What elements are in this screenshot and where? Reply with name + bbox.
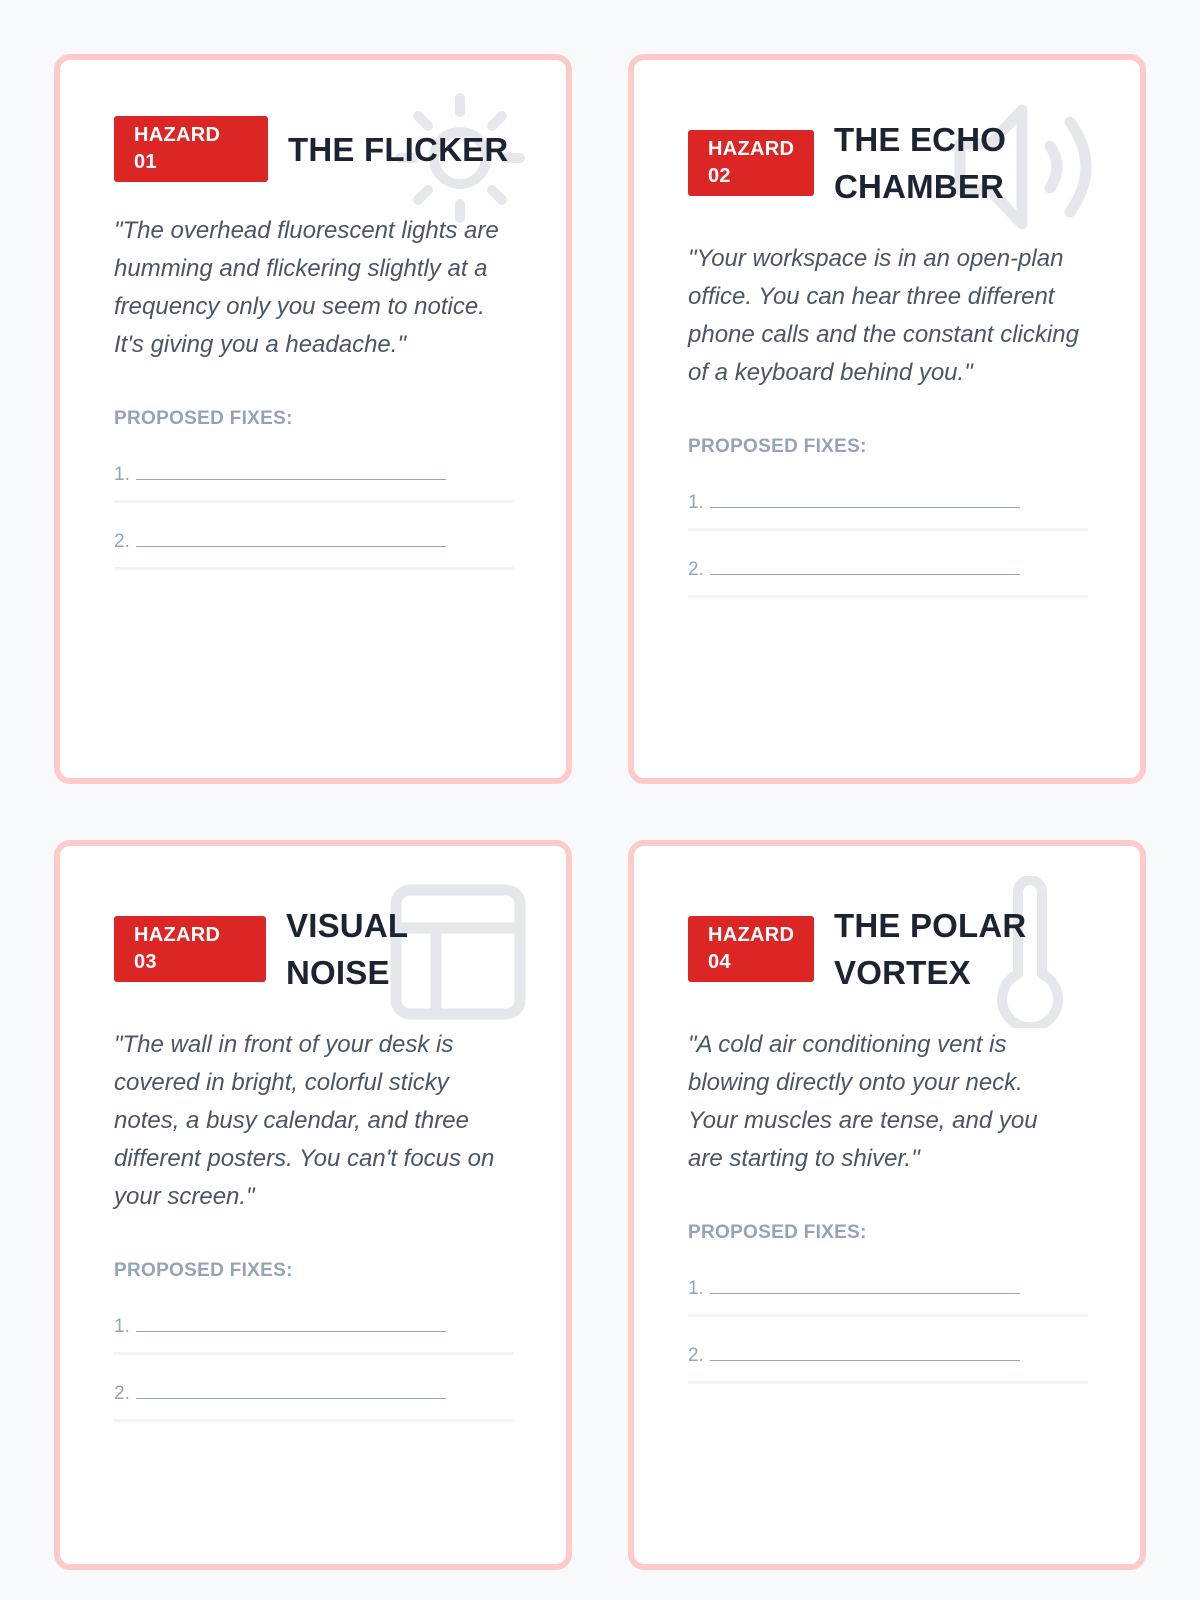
fix-number: 2. xyxy=(688,1345,704,1366)
hazard-card-2 xyxy=(628,54,1146,784)
hazard-card-4 xyxy=(628,840,1146,1570)
card-title: THE FLICKER xyxy=(288,130,509,168)
hazard-badge: HAZARD 04 xyxy=(688,916,814,982)
fix-blank[interactable] xyxy=(710,574,1020,575)
card-title: THE ECHO CHAMBER xyxy=(834,121,1007,205)
fix-line-2[interactable] xyxy=(688,559,1088,598)
fix-number: 2. xyxy=(114,1383,130,1404)
scenario-quote: "Your workspace is in an open-plan office. You can hear three different phone calls and the constant clicking of a keyboard behind you." xyxy=(688,245,1079,386)
scenario-quote: "A cold air conditioning vent is blowing directly onto your neck. Your muscles are tense, and you are starting to shiver." xyxy=(688,1031,1038,1172)
card-header xyxy=(688,902,1086,996)
fix-blank[interactable] xyxy=(710,1360,1020,1361)
fix-line-1[interactable] xyxy=(114,1316,514,1355)
fix-number: 1. xyxy=(688,1278,704,1299)
fix-line-2[interactable] xyxy=(114,531,514,570)
proposed-fixes-label: PROPOSED FIXES: xyxy=(114,1260,293,1281)
fix-blank[interactable] xyxy=(136,1398,446,1399)
hazard-badge: HAZARD 02 xyxy=(688,130,814,196)
scenario-quote: "The overhead fluorescent lights are humming and flickering slightly at a frequency only you seem to notice. It's giving you a headache." xyxy=(114,217,499,358)
fix-blank[interactable] xyxy=(710,1293,1020,1294)
fix-blank[interactable] xyxy=(136,546,446,547)
fix-line-2[interactable] xyxy=(114,1383,514,1422)
proposed-fixes-label: PROPOSED FIXES: xyxy=(688,1222,867,1243)
hazard-card-1 xyxy=(54,54,572,784)
fix-blank[interactable] xyxy=(136,479,446,480)
fix-number: 2. xyxy=(688,559,704,580)
card-header xyxy=(114,116,512,182)
hazard-card-grid xyxy=(54,54,1146,1570)
scenario-quote: "The wall in front of your desk is covered in bright, colorful sticky notes, a busy calendar, and three different posters. You can't focus on your screen." xyxy=(114,1031,495,1210)
hazard-badge: HAZARD 01 xyxy=(114,116,268,182)
card-title: VISUAL NOISE xyxy=(286,907,408,991)
fix-line-1[interactable] xyxy=(114,464,514,503)
fix-blank[interactable] xyxy=(136,1331,446,1332)
fix-number: 2. xyxy=(114,531,130,552)
fix-line-1[interactable] xyxy=(688,492,1088,531)
card-header xyxy=(114,902,512,996)
fix-number: 1. xyxy=(688,492,704,513)
hazard-badge: HAZARD 03 xyxy=(114,916,266,982)
card-header xyxy=(688,116,1086,210)
fix-line-1[interactable] xyxy=(688,1278,1088,1317)
card-title: THE POLAR VORTEX xyxy=(834,907,1027,991)
fix-blank[interactable] xyxy=(710,507,1020,508)
fix-number: 1. xyxy=(114,1316,130,1337)
proposed-fixes-label: PROPOSED FIXES: xyxy=(114,408,293,429)
fix-number: 1. xyxy=(114,464,130,485)
fix-line-2[interactable] xyxy=(688,1345,1088,1384)
hazard-card-3 xyxy=(54,840,572,1570)
proposed-fixes-label: PROPOSED FIXES: xyxy=(688,436,867,457)
